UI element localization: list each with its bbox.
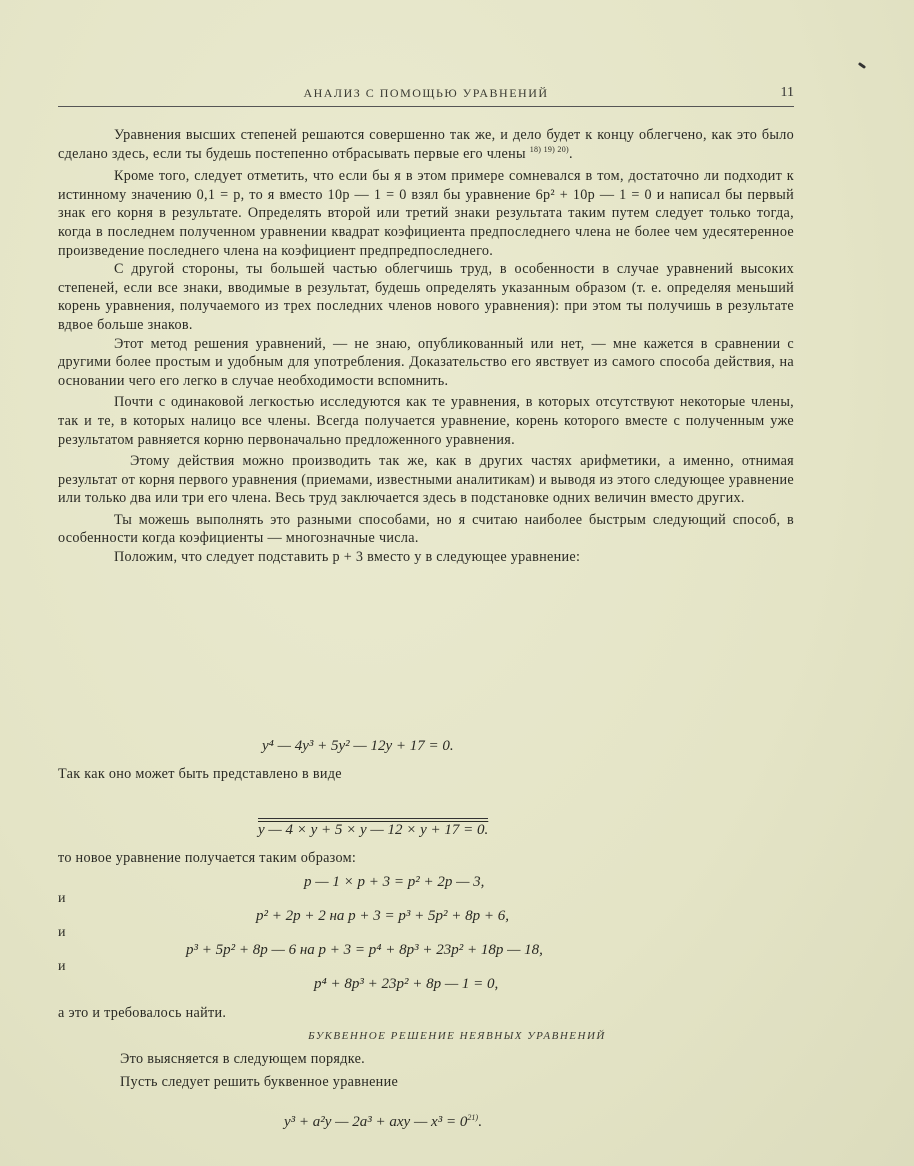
section-line-2: Пусть следует решить буквенное уравнение — [120, 1073, 399, 1090]
punctuation: . — [478, 1114, 482, 1130]
running-title: АНАЛИЗ С ПОМОЩЬЮ УРАВНЕНИЙ — [303, 86, 549, 100]
section-heading: БУКВЕННОЕ РЕШЕНИЕ НЕЯВНЫХ УРАВНЕНИЙ — [308, 1030, 606, 1042]
intro-text: то новое уравнение получается таким образом: — [58, 850, 357, 866]
body-text — [58, 126, 794, 567]
equation-text: y³ + a²y — 2a³ + axy — x³ = 0 — [284, 1114, 468, 1130]
section-line-1: Это выясняется в следующем порядке. — [120, 1051, 366, 1067]
page-number: 11 — [780, 85, 794, 100]
paragraph-3: С другой стороны, ты большей частью облегчишь труд, в особенности в случае уравнений высоких степеней, если все знаки, вводимые в результат, будешь определять указанным образом (т. е. определяя меньший корень уравнения, получаемого из трех последних членов нового уравнения): при этом ты получишь в результате вдвое больше знаков. — [58, 261, 794, 333]
paragraph-8: Положим, что следует подставить p + 3 вместо y в следующее уравнение: — [114, 549, 581, 566]
equation-5: p³ + 5p² + 8p — 6 на p + 3 = p⁴ + 8p³ + 23p² + 18p — 18, — [186, 942, 543, 958]
footnote-ref: 18) 19) 20) — [529, 144, 569, 154]
intro-text: Так как оно может быть представлено в виде — [58, 766, 342, 782]
paragraph-text: Уравнения высших степеней решаются совершенно так же, и дело будет к концу облегчено, как это было сделано здесь, если ты будешь постепенно отбрасывать первые его члены — [58, 127, 794, 162]
equation-2: y — 4 × y + 5 × y — 12 × y + 17 = 0. — [258, 818, 488, 839]
conclusion — [58, 1004, 794, 1023]
equation-3: p — 1 × p + 3 = p² + 2p — 3, — [304, 874, 485, 890]
equation-4: p² + 2p + 2 на p + 3 = p³ + 5p² + 8p + 6, — [256, 908, 510, 924]
paragraph-7: Ты можешь выполнять это разными способами, но я считаю наиболее быстрым следующий способ, в особенности когда коэфициенты — многозначные числа. — [58, 511, 794, 547]
conjunction-2: и — [58, 925, 66, 940]
paragraph-5: Почти с одинаковой легкостью исследуются как те уравнения, в которых отсутствуют некоторые члены, так и те, в которых налицо все члены. Всегда получается уравнение, корень которого вместе с полученным уже результатом равняется корню первоначально предложенного уравнения. — [58, 394, 794, 448]
section-body — [58, 1050, 794, 1091]
conjunction-1: и — [58, 891, 66, 906]
paragraph-2: Кроме того, следует отметить, что если бы я в этом примере сомневался в том, достаточно ли подходит к истинному значению 0,1 = p, то я вместо 10p — 1 = 0 взял бы уравнение 6p² + 10p — 1 = 0 и написал бы первый знак его корня в результате. Определять второй или третий знаки результата таким путем следует только тогда, когда в последнем полученном уравнении квадрат коэфициента предпоследнего члена не более чем удесятеренное произведение последнего члена на коэфициент предпредпоследнего. — [58, 168, 794, 259]
paragraph-4: Этот метод решения уравнений, — не знаю, опубликованный или нет, — мне кажется в сравнении с другими более простым и удобным для употребления. Доказательство его явствует из самого способа действия, на основании чего его легко в случае необходимости вспомнить. — [58, 335, 794, 389]
paragraph-1 — [58, 126, 794, 163]
equation-intro-3 — [58, 849, 794, 868]
equation-literal — [284, 1114, 482, 1131]
punctuation: . — [569, 145, 573, 162]
ink-speck — [858, 62, 866, 69]
equation-1: y⁴ — 4y³ + 5y² — 12y + 17 = 0. — [262, 738, 454, 754]
paragraph-6: Этому действия можно производить так же, как в других частях арифметики, а именно, отнимая результат от корня первого уравнения (приемами, известными аналитикам) и выводя из этого следующее уравнение или только два или три его члена. Весь труд заключается здесь в подстановке одних величин вместо других. — [58, 453, 794, 507]
footnote-ref: 21) — [467, 1113, 478, 1122]
equation-intro-2 — [58, 765, 794, 784]
conclusion-text: а это и требовалось найти. — [58, 1005, 227, 1021]
conjunction-3: и — [58, 959, 66, 974]
running-header — [58, 86, 794, 107]
equation-6: p⁴ + 8p³ + 23p² + 8p — 1 = 0, — [314, 976, 499, 992]
